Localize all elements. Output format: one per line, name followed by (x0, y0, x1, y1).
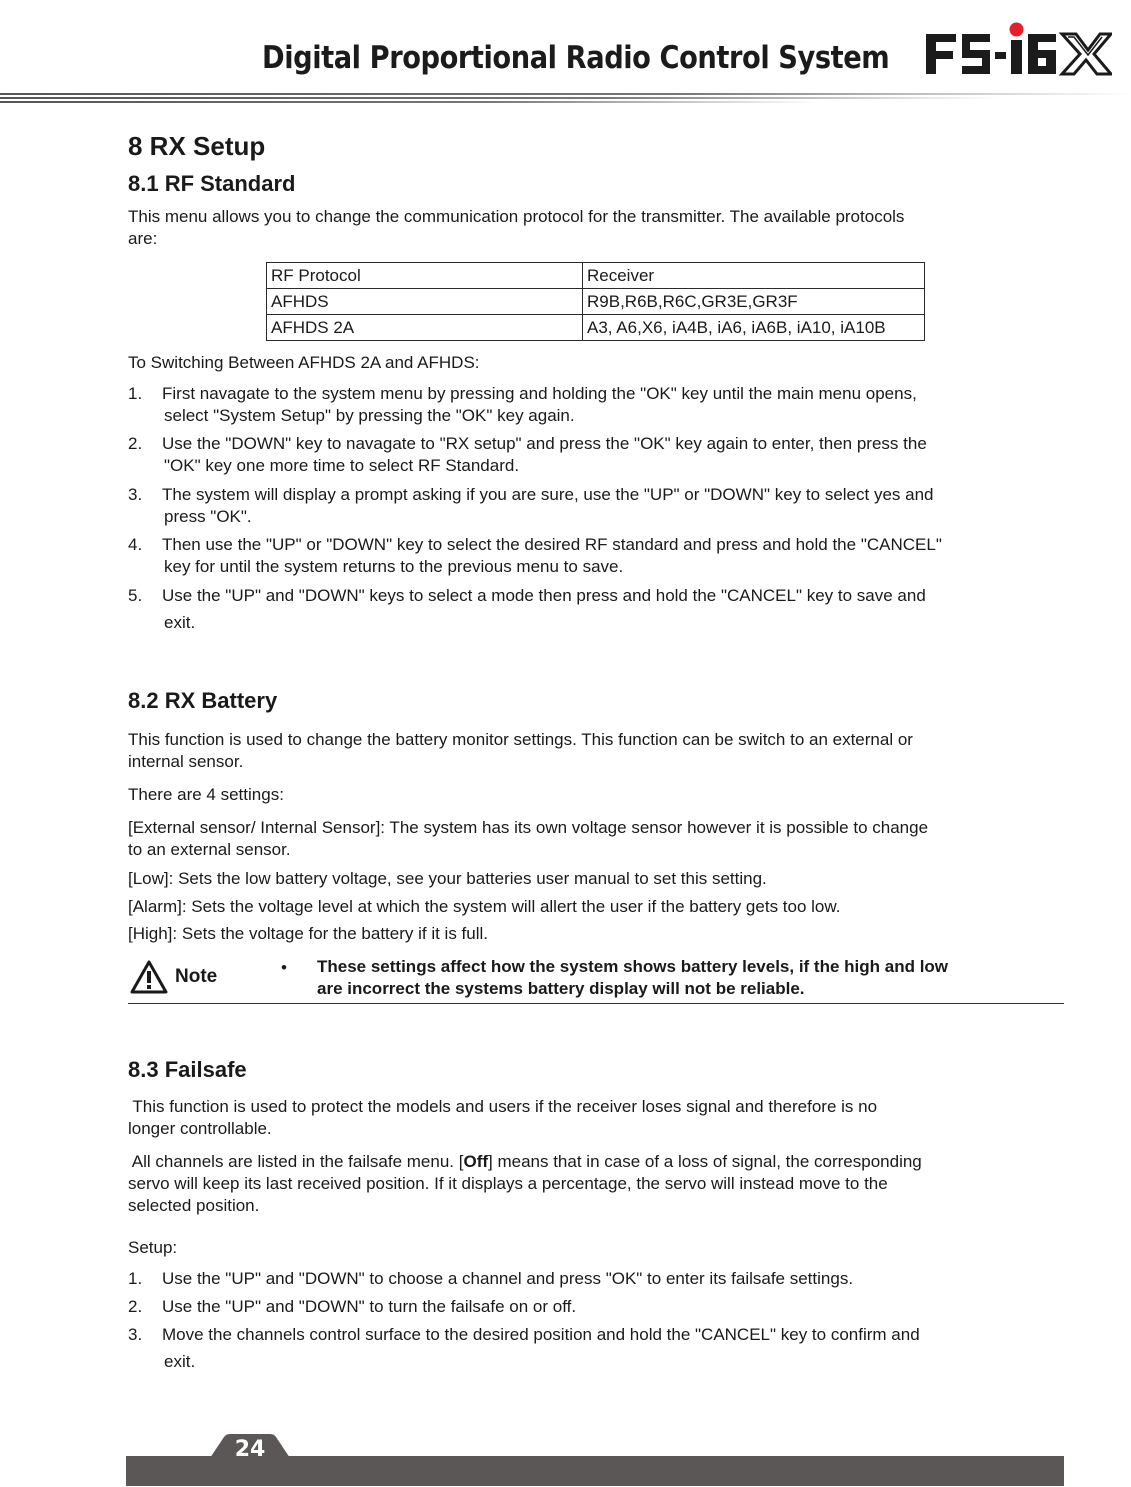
list-number: 2. (128, 1297, 143, 1316)
list-number: 2. (128, 434, 143, 453)
list-number: 1. (128, 1269, 143, 1288)
note-divider (128, 1003, 1064, 1004)
failsafe-intro-line1: This function is used to protect the models and users if the receiver loses signal and therefore is no (128, 1097, 878, 1116)
setting-alarm: [Alarm]: Sets the voltage level at which the system will allert the user if the battery gets too low. (128, 897, 841, 916)
list-text-cont: select "System Setup" by pressing the "OK" key again. (164, 406, 575, 425)
failsafe-intro-line2: longer controllable. (128, 1119, 272, 1138)
document-title: Digital Proportional Radio Control System (262, 40, 890, 76)
list-text-cont: press "OK". (164, 507, 252, 526)
setting-external: [External sensor/ Internal Sensor]: The system has its own voltage sensor however it is possible to change (128, 818, 929, 837)
list-text: The system will display a prompt asking if you are sure, use the "UP" or "DOWN" key to select yes and (162, 485, 934, 504)
failsafe-channels-line3: selected position. (128, 1196, 260, 1215)
warning-icon (130, 960, 168, 994)
section-title: 8 RX Setup (128, 131, 266, 161)
list-text: Use the "DOWN" key to navagate to "RX setup" and press the "OK" key again to enter, then press the (162, 434, 927, 453)
subsection-title-failsafe: 8.3 Failsafe (128, 1057, 247, 1082)
list-item (128, 1324, 1068, 1374)
failsafe-channels-post: ] means that in case of a loss of signal, the corresponding (488, 1152, 922, 1171)
list-item (128, 534, 1068, 578)
failsafe-channels-line2: servo will keep its last received position. If it displays a percentage, the servo will instead move to the (128, 1174, 888, 1193)
rf-intro-line1: This menu allows you to change the communication protocol for the transmitter. The available protocols (128, 207, 905, 226)
list-text: First navagate to the system menu by pressing and holding the "OK" key until the main menu opens, (162, 384, 917, 403)
list-number: 3. (128, 485, 143, 504)
failsafe-channels-pre: All channels are listed in the failsafe menu. [ (128, 1152, 464, 1171)
table-header-cell: Receiver (583, 263, 925, 289)
setting-low: [Low]: Sets the low battery voltage, see your batteries user manual to set this setting. (128, 869, 767, 888)
table-cell: A3, A6,X6, iA4B, iA6, iA6B, iA10, iA10B (583, 315, 925, 341)
list-text-cont: exit. (164, 1352, 196, 1371)
list-number: 1. (128, 384, 143, 403)
note-text-line1: These settings affect how the system shows battery levels, if the high and low (317, 957, 949, 976)
table-cell: AFHDS 2A (267, 315, 583, 341)
rf-intro-line2: are: (128, 229, 158, 248)
battery-intro-line2: internal sensor. (128, 752, 244, 771)
failsafe-off-term: Off (463, 1152, 489, 1171)
list-item (128, 433, 1068, 477)
table-cell: R9B,R6B,R6C,GR3E,GR3F (583, 289, 925, 315)
list-text: Use the "UP" and "DOWN" to choose a channel and press "OK" to enter its failsafe settings. (162, 1269, 854, 1288)
setting-high: [High]: Sets the voltage for the battery if it is full. (128, 924, 489, 943)
list-text-cont: "OK" key one more time to select RF Standard. (164, 456, 520, 475)
list-item (128, 1268, 1068, 1290)
note-text (317, 956, 1057, 1000)
rf-protocol-table (266, 262, 925, 341)
list-item (128, 585, 1068, 635)
list-item (128, 1296, 1068, 1318)
note-bullet: • (281, 958, 287, 977)
list-number: 3. (128, 1325, 143, 1344)
list-text: Use the "UP" and "DOWN" to turn the failsafe on or off. (162, 1297, 577, 1316)
setup-label: Setup: (128, 1238, 178, 1257)
subsection-title-rf: 8.1 RF Standard (128, 171, 296, 196)
table-header-cell: RF Protocol (267, 263, 583, 289)
header-rule (0, 92, 1131, 106)
list-text: Use the "UP" and "DOWN" keys to select a mode then press and hold the "CANCEL" key to save and (162, 586, 926, 605)
table-header-row (267, 263, 925, 289)
note-label: Note (175, 966, 218, 987)
brand-logo (922, 22, 1112, 84)
list-text: Then use the "UP" or "DOWN" key to select the desired RF standard and press and hold the "CANCEL" (162, 535, 942, 554)
table-row (267, 289, 925, 315)
subsection-title-battery: 8.2 RX Battery (128, 688, 278, 713)
list-text-cont: key for until the system returns to the previous menu to save. (164, 557, 624, 576)
battery-intro-line1: This function is used to change the battery monitor settings. This function can be switch to an external or (128, 730, 913, 749)
list-text-cont: exit. (164, 613, 196, 632)
list-number: 4. (128, 535, 143, 554)
list-number: 5. (128, 586, 143, 605)
table-row (267, 315, 925, 341)
page-number: 24 (234, 1437, 266, 1462)
list-item (128, 484, 1068, 528)
brand-logo-graphic (922, 22, 1112, 84)
list-item (128, 383, 1068, 427)
note-text-line2: are incorrect the systems battery display will not be reliable. (317, 979, 805, 998)
list-text: Move the channels control surface to the desired position and hold the "CANCEL" key to confirm and (162, 1325, 920, 1344)
settings-count: There are 4 settings: (128, 785, 284, 804)
switch-heading: To Switching Between AFHDS 2A and AFHDS: (128, 353, 480, 372)
setting-external-cont: to an external sensor. (128, 840, 291, 859)
failsafe-channels-line1 (128, 1151, 922, 1173)
table-cell: AFHDS (267, 289, 583, 315)
